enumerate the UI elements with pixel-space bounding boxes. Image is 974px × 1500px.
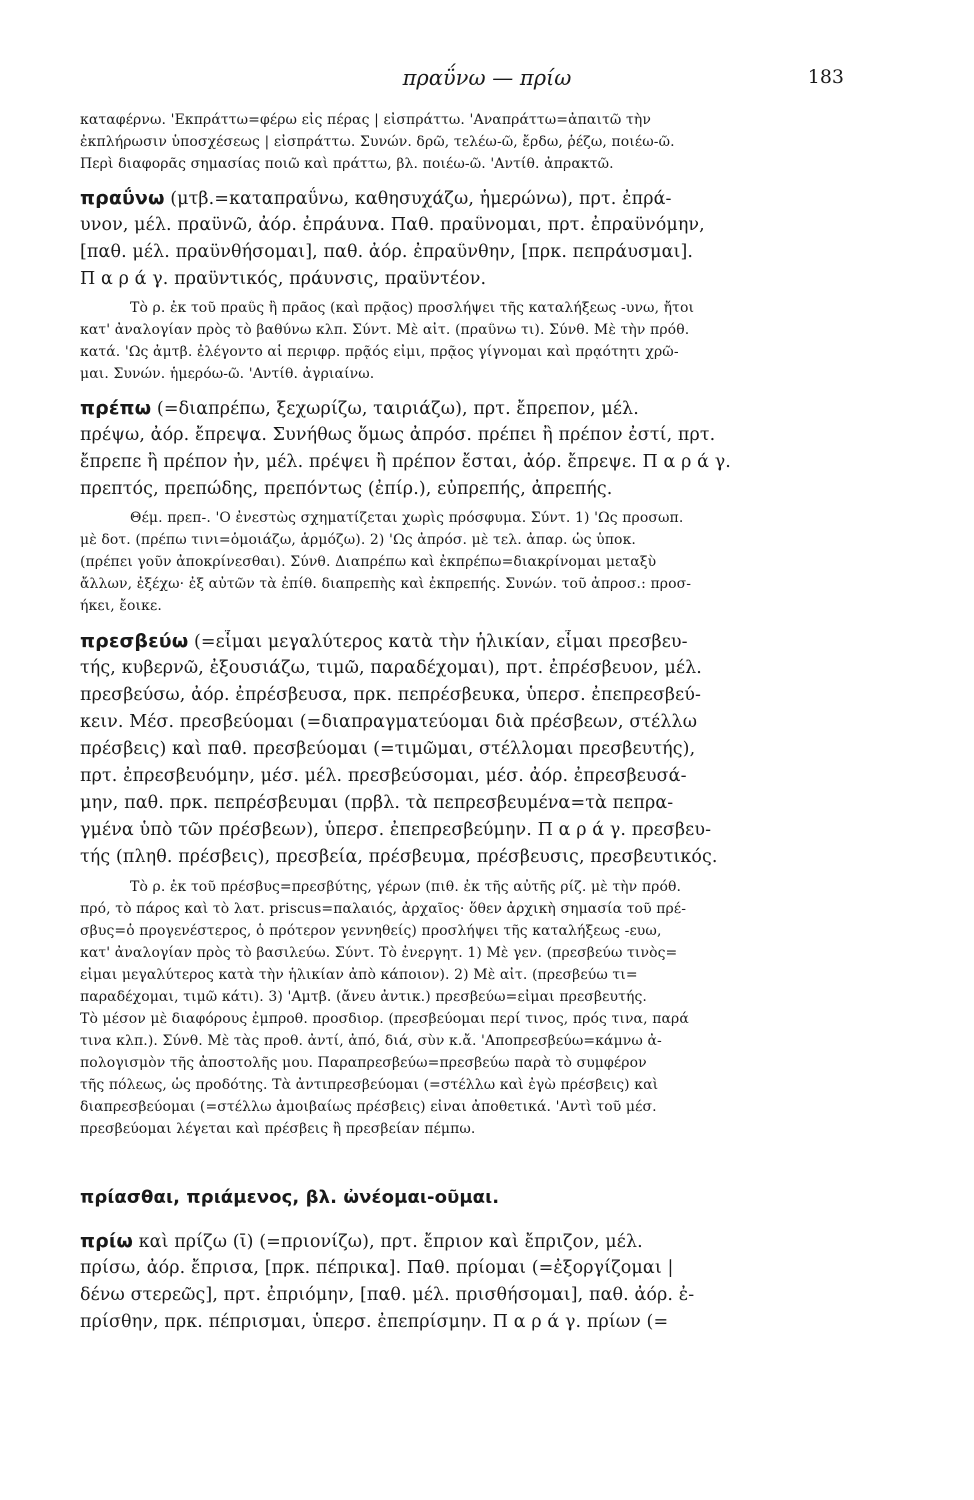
running-head: πραΰνω — πρίω bbox=[402, 66, 572, 90]
text-line: Τὸ μέσον μὲ διαφόρους ἐμπροθ. προσδιορ. (πρεσβεύομαι περί τινος, πρός τινα, παρά bbox=[80, 1011, 689, 1027]
text-line: καταφέρνω. 'Εκπράττω=φέρω εἰς πέρας | εἰσπράττω. 'Αναπράττω=ἀπαιτῶ τὴν bbox=[80, 112, 651, 128]
text-line: Θέμ. πρεπ-. 'Ο ἐνεστὼς σχηματίζεται χωρὶς πρόσφυμα. Σύντ. 1) 'Ως προσωπ. bbox=[130, 510, 684, 526]
text-line: τής (πληθ. πρέσβεις), πρεσβεία, πρέσβευμα, πρέσβευσις, πρεσβευτικός. bbox=[80, 847, 718, 867]
text-line: ἄλλων, ἐξέχω· ἐξ αὐτῶν τὰ ἐπίθ. διαπρεπὴς καὶ ἐκπρεπής. Συνών. τοῦ ἀπροσ.: προσ- bbox=[80, 576, 692, 592]
text-line: (πρέπει γοῦν ἀποκρίνεσθαι). Σύνθ. Διαπρέπω καὶ ἐκπρέπω=διακρίνομαι μεταξὺ bbox=[80, 554, 657, 570]
text-line: κατά. 'Ως ἀμτβ. ἐλέγοντο αἱ περιφρ. πρᾷός εἰμι, πρᾷος γίγνομαι καὶ πρᾳότητι χρῶ- bbox=[80, 344, 679, 360]
page-number: 183 bbox=[807, 66, 844, 88]
text-line: δένω στερεῶς], πρτ. ἐπριόμην, [παθ. μέλ. πρισθήσομαι], παθ. ἀόρ. ἐ- bbox=[80, 1285, 695, 1305]
entry-text: καὶ πρίζω (ῑ) (=πριονίζω), πρτ. ἔπριον καὶ ἔπριζον, μέλ. bbox=[132, 1232, 643, 1252]
text-line: κατ' ἀναλογίαν πρὸς τὸ βασιλεύω. Σύντ. Τὸ ἐνεργητ. 1) Μὲ γεν. (πρεσβεύω τινὸς= bbox=[80, 945, 678, 961]
text-line: υνον, μέλ. πραϋνῶ, ἀόρ. ἐπράυνα. Παθ. πραΰνομαι, πρτ. ἐπραϋνόμην, bbox=[80, 215, 705, 235]
lemma-headword: πραΰνω bbox=[80, 187, 165, 209]
text-line: ήκει, ἔοικε. bbox=[80, 598, 162, 614]
text-line: πρό, τὸ πάρος καὶ τὸ λατ. priscus=παλαιός, ἀρχαῖος· ὅθεν ἀρχικὴ σημασία τοῦ πρέ- bbox=[80, 901, 687, 917]
text-line bbox=[80, 397, 860, 419]
text-line bbox=[80, 187, 860, 209]
text-line: μὲ δοτ. (πρέπω τινι=ὁμοιάζω, ἁρμόζω). 2) 'Ως ἀπρόσ. μὲ τελ. ἀπαρ. ὡς ὑποκ. bbox=[80, 532, 636, 548]
text-line: πρεπτός, πρεπώδης, πρεπόντως (ἐπίρ.), εὐπρεπής, ἀπρεπής. bbox=[80, 479, 613, 499]
text-line: πρίσω, ἀόρ. ἔπρισα, [πρκ. πέπρικα]. Παθ. πρίομαι (=ἐξοργίζομαι | bbox=[80, 1258, 674, 1278]
text-line: [παθ. μέλ. πραϋνθήσομαι], παθ. ἀόρ. ἐπραΰνθην, [πρκ. πεπράυσμαι]. bbox=[80, 242, 694, 262]
lemma-headword: πρίω bbox=[80, 1230, 133, 1252]
text-line: κατ' ἀναλογίαν πρὸς τὸ βαθύνω κλπ. Σύντ. Μὲ αἰτ. (πραΰνω τι). Σύνθ. Μὲ τὴν πρόθ. bbox=[80, 322, 690, 338]
text-line: πρέψω, ἀόρ. ἔπρεψα. Συνήθως ὅμως ἀπρόσ. πρέπει ἢ πρέπον ἐστί, πρτ. bbox=[80, 425, 716, 445]
text-line: πολογισμὸν τῆς ἀποστολῆς μου. Παραπρεσβεύω=πρεσβεύω παρὰ τὸ συμφέρον bbox=[80, 1055, 647, 1071]
text-line: παραδέχομαι, τιμῶ κάτι). 3) 'Αμτβ. (ἄνευ ἀντικ.) πρεσβεύω=εἶμαι πρεσβευτής. bbox=[80, 989, 647, 1005]
text-line: τινα κλπ.). Σύνθ. Μὲ τὰς προθ. ἀντί, ἀπό, διά, σὺν κ.ἄ. 'Αποπρεσβεύω=κάμνω ἀ- bbox=[80, 1033, 662, 1049]
text-line: κειν. Μέσ. πρεσβεύομαι (=διαπραγματεύομαι διὰ πρέσβεων, στέλλω bbox=[80, 712, 698, 732]
text-line bbox=[80, 630, 860, 652]
text-line bbox=[80, 1230, 860, 1252]
text-line: γμένα ὑπὸ τῶν πρέσβεων), ὑπερσ. ἐπεπρεσβεύμην. Π α ρ ά γ. πρεσβευ- bbox=[80, 820, 712, 840]
text-line: μαι. Συνών. ἡμερόω-ῶ. 'Αντίθ. ἀγριαίνω. bbox=[80, 366, 375, 382]
text-line: εἶμαι μεγαλύτερος κατὰ τὴν ἡλικίαν ἀπὸ κάποιον). 2) Μὲ αἰτ. (πρεσβεύω τι= bbox=[80, 967, 638, 983]
text-line: ἐκπλήρωσιν ὑποσχέσεως | εἰσπράττω. Συνών. δρῶ, τελέω-ῶ, ἔρδω, ῥέζω, ποιέω-ῶ. bbox=[80, 134, 675, 150]
text-line: πρτ. ἐπρεσβευόμην, μέσ. μέλ. πρεσβεύσομαι, μέσ. ἀόρ. ἐπρεσβευσά- bbox=[80, 766, 687, 786]
text-line: Τὸ ρ. ἐκ τοῦ πρέσβυς=πρεσβύτης, γέρων (πιθ. ἐκ τῆς αὐτῆς ρίζ. μὲ τὴν πρόθ. bbox=[130, 879, 682, 895]
lemma-headword: πρεσβεύω bbox=[80, 630, 189, 652]
text-line: πρεσβεύσω, ἀόρ. ἐπρέσβευσα, πρκ. πεπρέσβευκα, ὑπερσ. ἐπεπρεσβεύ- bbox=[80, 685, 702, 705]
text-line: διαπρεσβεύομαι (=στέλλω ἀμοιβαίως πρέσβεις) εἶναι ἀποθετικά. 'Αντὶ τοῦ μέσ. bbox=[80, 1099, 657, 1115]
text-line: πρίσθην, πρκ. πέπρισμαι, ὑπερσ. ἐπεπρίσμην. Π α ρ ά γ. πρίων (= bbox=[80, 1312, 669, 1332]
text-line: πρεσβεύομαι λέγεται καὶ πρέσβεις ἢ πρεσβείαν πέμπω. bbox=[80, 1121, 476, 1137]
lemma-headword: πρέπω bbox=[80, 397, 152, 419]
text-line: τής, κυβερνῶ, ἐξουσιάζω, τιμῶ, παραδέχομαι), πρτ. ἐπρέσβευον, μέλ. bbox=[80, 658, 702, 678]
text-line: Τὸ ρ. ἐκ τοῦ πραΰς ἢ πρᾶος (καὶ πρᾷος) προσλήψει τῆς καταλήξεως -υνω, ἤτοι bbox=[130, 300, 695, 316]
text-line: μην, παθ. πρκ. πεπρέσβευμαι (πρβλ. τὰ πεπρεσβευμένα=τὰ πεπρα- bbox=[80, 793, 674, 813]
text-line: ἔπρεπε ἢ πρέπον ἦν, μέλ. πρέψει ἢ πρέπον ἔσται, ἀόρ. ἔπρεψε. Π α ρ ά γ. bbox=[80, 452, 731, 472]
text-line: πρίασθαι, πριάμενος, βλ. ὠνέομαι-οῦμαι. bbox=[80, 1187, 500, 1208]
entry-text: (μτβ.=καταπραΰνω, καθησυχάζω, ἡμερώνω), πρτ. ἐπρά- bbox=[164, 189, 672, 209]
entry-text: (=διαπρέπω, ξεχωρίζω, ταιριάζω), πρτ. ἔπρεπον, μέλ. bbox=[151, 399, 639, 419]
text-line: σβυς=ὁ προγενέστερος, ὁ πρότερον γεννηθείς) προσλήψει τῆς καταλήξεως -ευω, bbox=[80, 923, 662, 939]
text-line: Π α ρ ά γ. πραϋντικός, πράυνσις, πραϋντέον. bbox=[80, 269, 487, 289]
text-line: τῆς πόλεως, ὡς προδότης. Τὰ ἀντιπρεσβεύομαι (=στέλλω καὶ ἐγὼ πρέσβεις) καὶ bbox=[80, 1077, 659, 1093]
text-line: Περὶ διαφορᾶς σημασίας ποιῶ καὶ πράττω, βλ. ποιέω-ῶ. 'Αντίθ. ἀπρακτῶ. bbox=[80, 156, 614, 172]
text-line: πρέσβεις) καὶ παθ. πρεσβεύομαι (=τιμῶμαι, στέλλομαι πρεσβευτής), bbox=[80, 739, 696, 759]
entry-text: (=εἶμαι μεγαλύτερος κατὰ τὴν ἡλικίαν, εἶμαι πρεσβευ- bbox=[188, 632, 688, 652]
